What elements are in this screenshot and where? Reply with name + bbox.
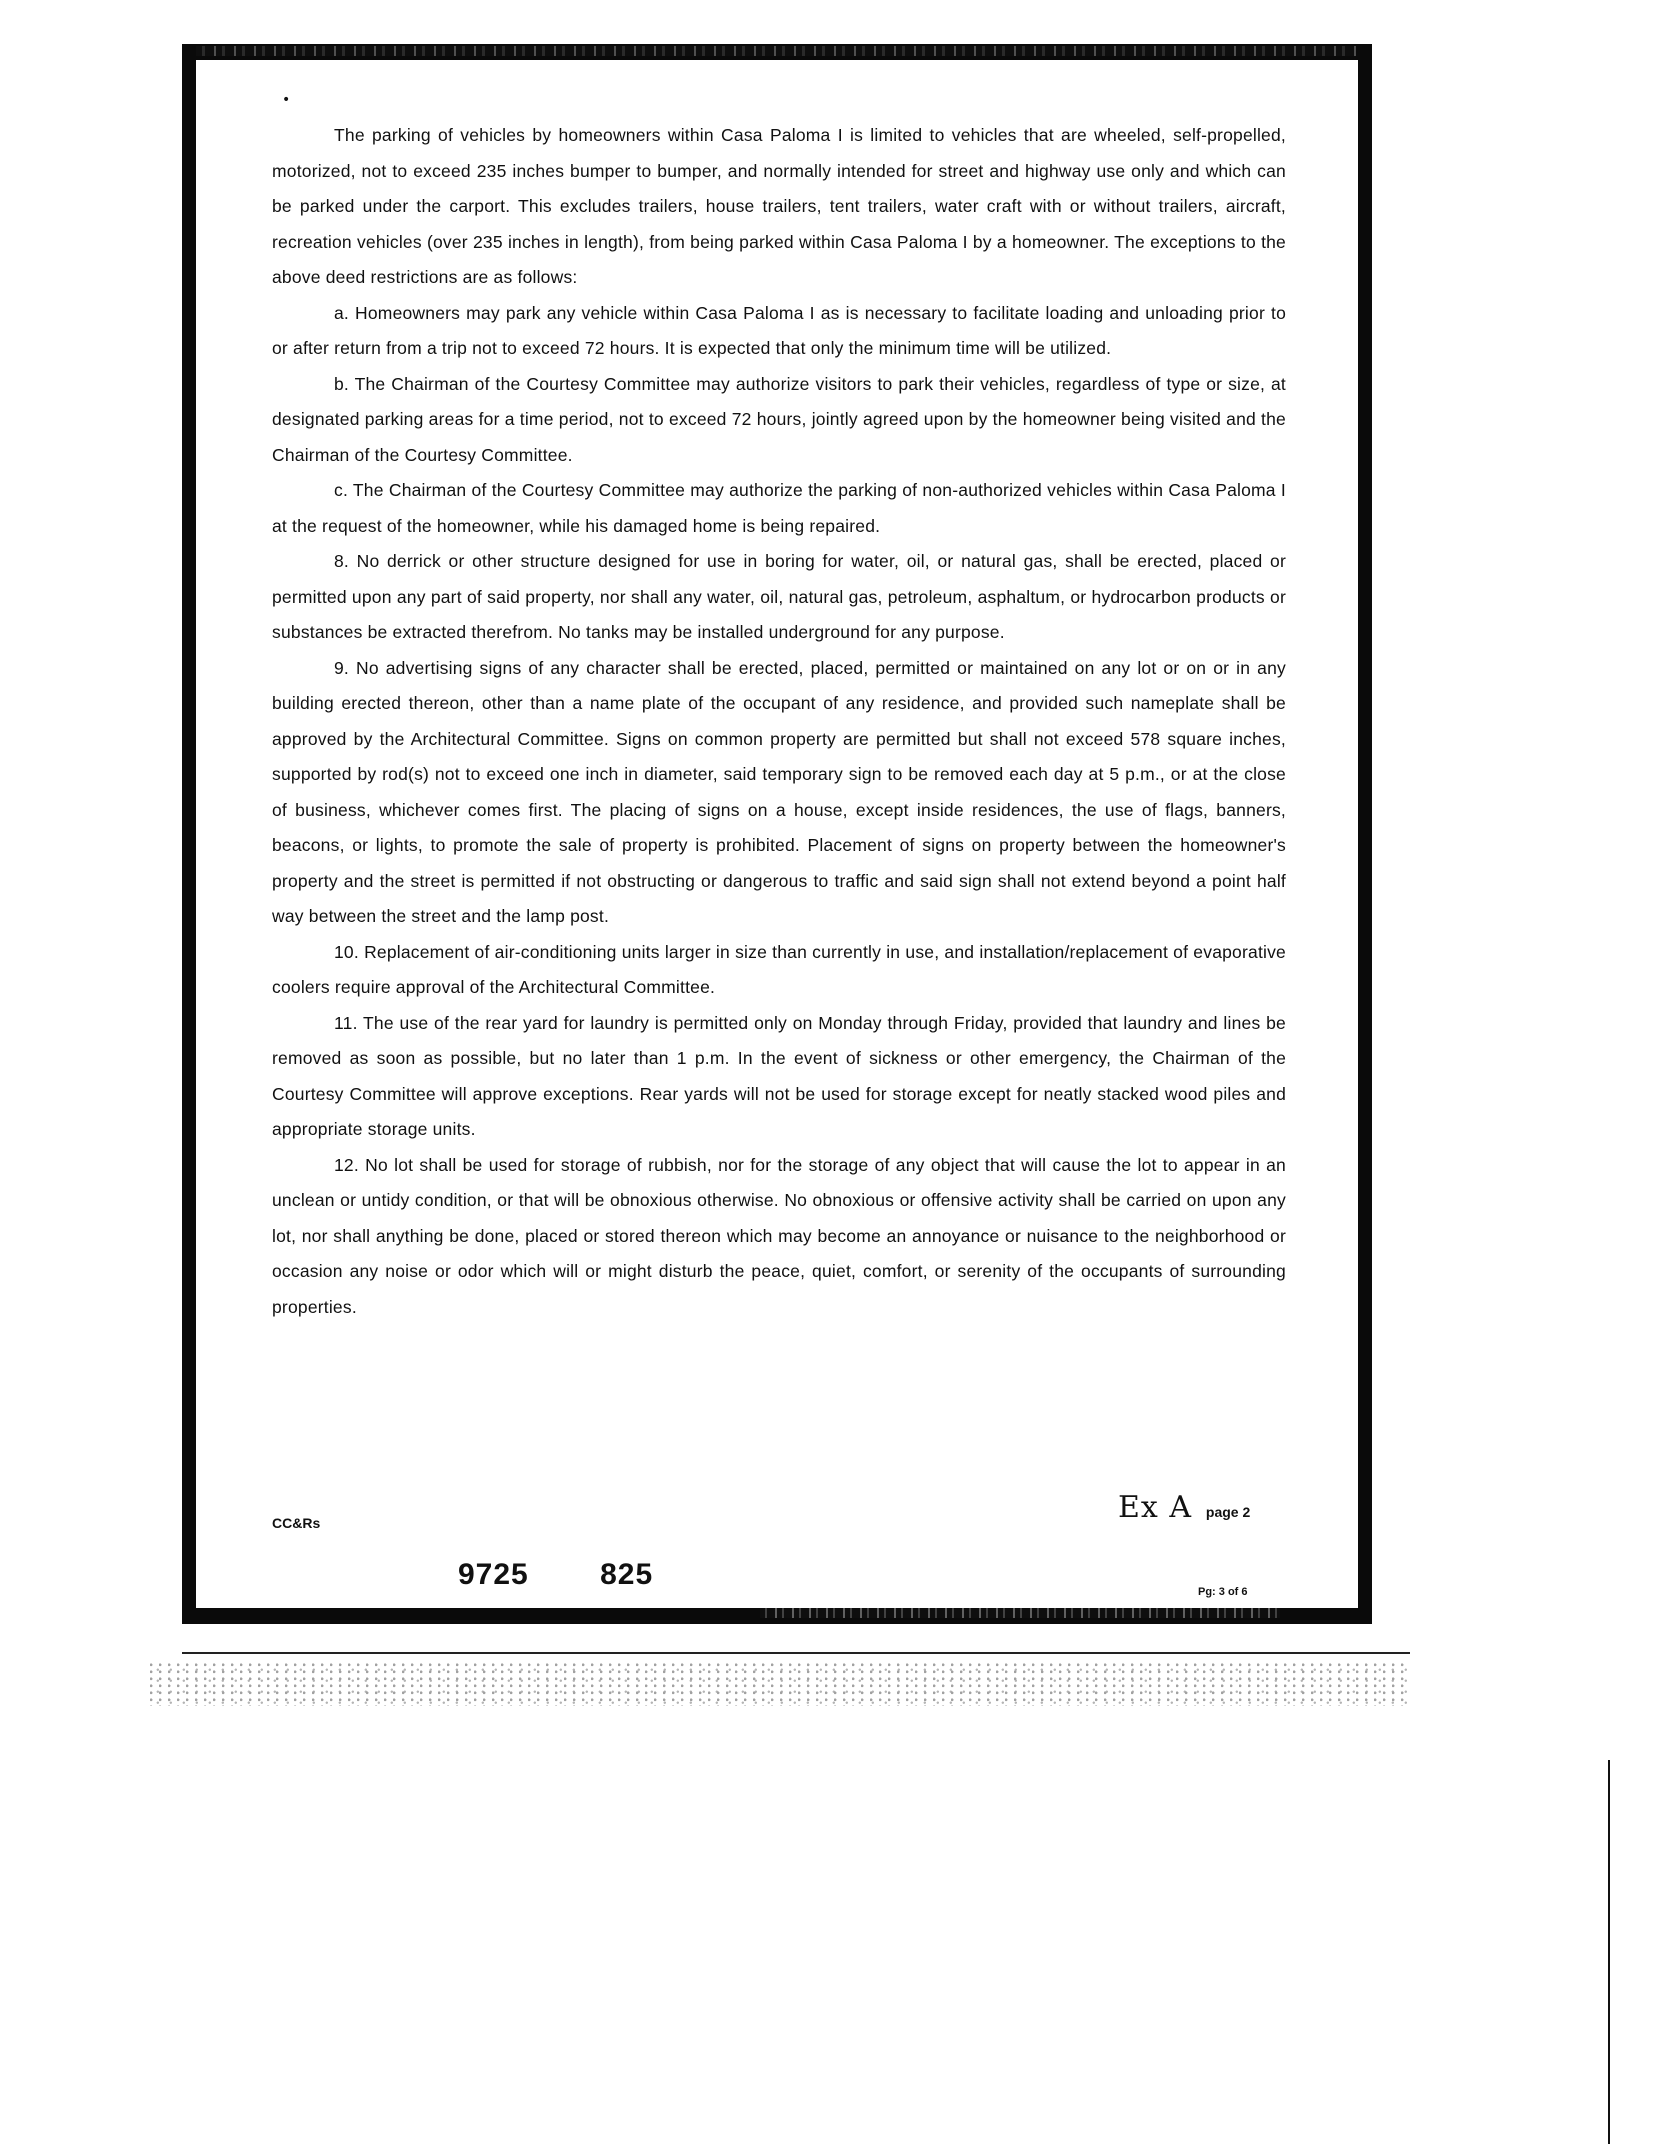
margin-tick-mark: •: [282, 92, 291, 108]
footer-exhibit: [1118, 1490, 1250, 1525]
paragraph-8: 8. No derrick or other structure designed for use in boring for water, oil, or natural gas, shall be erected, placed or permitted upon any part of said property, nor shall any water, oil, natural gas, petroleum, asphaltum, or hydrocarbon products or substances be extracted therefrom. No tanks may be installed underground for any purpose.: [272, 551, 1286, 642]
scan-noise-bottom: [760, 1608, 1280, 1618]
paragraph-c: c. The Chairman of the Courtesy Committee may authorize the parking of non-authorized vehicles within Casa Paloma I at the request of the homeowner, while his damaged home is being repaired.: [272, 480, 1286, 536]
paragraph-10: 10. Replacement of air-conditioning units larger in size than currently in use, and installation/replacement of evaporative coolers require approval of the Architectural Committee.: [272, 941, 1286, 997]
recording-book-page: [458, 1558, 653, 1592]
footer-doc-label: CC&Rs: [272, 1515, 321, 1531]
paragraph-a: a. Homeowners may park any vehicle within Casa Paloma I as is necessary to facilitate loading and unloading prior to or after return from a trip not to exceed 72 hours. It is expected that only the minimum time will be utilized.: [272, 302, 1286, 358]
paragraph-12: 12. No lot shall be used for storage of rubbish, nor for the storage of any object that will cause the lot to appear in an unclean or untidy condition, or that will be obnoxious otherwise. No obnoxious or offensive activity shall be carried on upon any lot, nor shall anything be done, placed or stored thereon which may become an annoyance or nuisance to the neighborhood or occasion any noise or odor which will or might disturb the peace, quiet, comfort, or serenity of the occupants of surrounding properties.: [272, 1154, 1286, 1317]
scan-noise-top: [196, 46, 1356, 56]
scan-speckle-strip: [150, 1662, 1410, 1706]
paragraph-9: 9. No advertising signs of any character shall be erected, placed, permitted or maintained on any lot or on or in any building erected thereon, other than a name plate of the occupant of any residence, and provided such nameplate shall be approved by the Architectural Committee. Signs on common property are permitted but shall not exceed 578 square inches, supported by rod(s) not to exceed one inch in diameter, said temporary sign to be removed each day at 5 p.m., or at the close of business, whichever comes first. The placing of signs on a house, except inside residences, the use of flags, banners, beacons, or lights, to promote the sale of property is prohibited. Placement of signs on property between the homeowner's property and the street is permitted if not obstructing or dangerous to traffic and said sign shall not extend beyond a point half way between the street and the lamp post.: [272, 657, 1286, 926]
document-body: [272, 118, 1286, 1325]
scan-edge-line: [1608, 1760, 1610, 2144]
recording-page-number: 825: [600, 1558, 654, 1591]
page-count-stamp: Pg: 3 of 6: [1198, 1586, 1248, 1598]
exhibit-handwritten-mark: Ex A: [1118, 1490, 1193, 1525]
paragraph-b: b. The Chairman of the Courtesy Committee may authorize visitors to park their vehicles, regardless of type or size, at designated parking areas for a time period, not to exceed 72 hours, jointly agreed upon by the homeowner being visited and the Chairman of the Courtesy Committee.: [272, 373, 1286, 465]
paragraph-parking: The parking of vehicles by homeowners within Casa Paloma I is limited to vehicles that are wheeled, self-propelled, motorized, not to exceed 235 inches bumper to bumper, and normally intended for street and highway use only and which can be parked under the carport. This excludes trailers, house trailers, tent trailers, water craft with or without trailers, aircraft, recreation vehicles (over 235 inches in length), from being parked within Casa Paloma I by a homeowner. The exceptions to the above deed restrictions are as follows:: [272, 125, 1286, 287]
book-number: 9725: [458, 1558, 529, 1591]
scan-bottom-rule: [182, 1652, 1410, 1654]
paragraph-11: 11. The use of the rear yard for laundry is permitted only on Monday through Friday, provided that laundry and lines be removed as soon as possible, but no later than 1 p.m. In the event of sickness or other emergency, the Chairman of the Courtesy Committee will approve exceptions. Rear yards will not be used for storage except for neatly stacked wood piles and appropriate storage units.: [272, 1012, 1286, 1139]
footer-page-label: page 2: [1205, 1504, 1251, 1520]
